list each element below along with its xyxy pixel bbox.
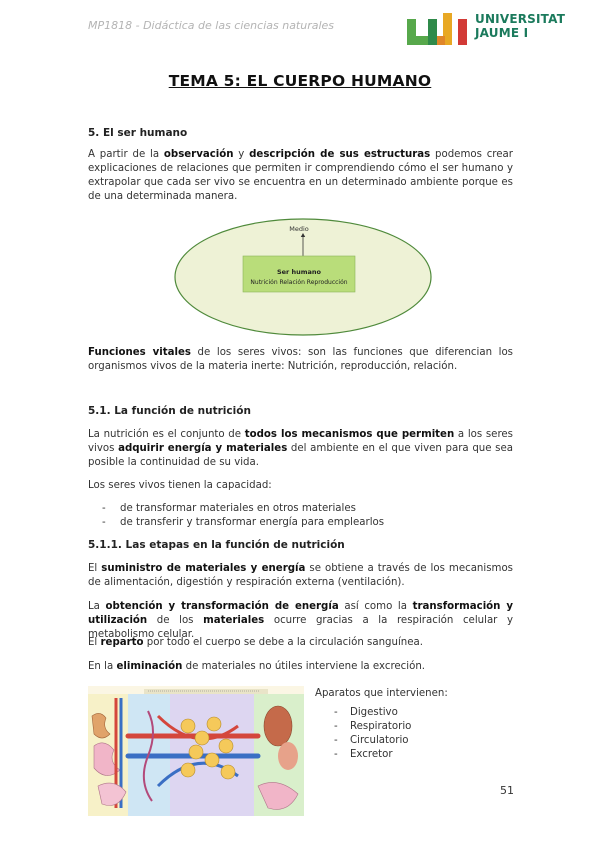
text-run: ocurre gracias a la respiración celular y metabolismo celular. xyxy=(88,615,514,640)
list-item: - de transformar materiales en otros materiales xyxy=(100,502,384,516)
list-item-respiratorio: - Respiratorio xyxy=(332,720,411,734)
paragraph-funciones-vitales xyxy=(88,346,513,374)
text-run: se obtiene a través de los mecanismos de alimentación, digestión y respiración externa (ventilación). xyxy=(88,563,513,588)
bold-text: adquirir energía y materiales xyxy=(118,443,288,454)
bold-text: observación xyxy=(163,149,234,160)
document-title: TEMA 5: EL CUERPO HUMANO xyxy=(168,72,432,90)
aparatos-title: Aparatos que intervienen: xyxy=(315,688,448,699)
bold-text: eliminación xyxy=(116,661,183,672)
bold-text: todos los mecanismos que permiten xyxy=(244,429,455,440)
text-run: La xyxy=(88,601,106,612)
paragraph-nutricion xyxy=(88,428,513,470)
bold-text: obtención y transformación de energía xyxy=(105,601,339,612)
text-run: de los xyxy=(147,615,204,626)
paragraph-capacidad: Los seres vivos tienen la capacidad: xyxy=(88,480,272,491)
text-run: del ambiente en el que viven para que sea posible la continuidad de su vida. xyxy=(88,443,513,468)
list-item-excretor: - Excretor xyxy=(332,748,411,762)
section-heading-5-1-1: 5.1.1. Las etapas en la función de nutrición xyxy=(88,539,345,551)
list-item-circulatorio: - Circulatorio xyxy=(332,734,411,748)
text-run: La nutrición es el conjunto de xyxy=(88,429,245,440)
capacidad-list xyxy=(100,502,384,530)
funciones-label: Nutrición Relación Reproducción xyxy=(250,279,348,286)
nutrition-systems-illustration xyxy=(88,686,304,816)
bold-text: suministro de materiales y energía xyxy=(101,563,306,574)
course-header: MP1818 - Didáctica de las ciencias naturales xyxy=(88,19,335,32)
section-heading-5-1: 5.1. La función de nutrición xyxy=(88,405,251,417)
logo-line-2: JAUME I xyxy=(475,26,529,40)
bold-text: Funciones vitales xyxy=(88,347,191,358)
list-item: - de transferir y transformar energía para emplearlos xyxy=(100,516,384,530)
bold-text: reparto xyxy=(100,637,144,648)
aparatos-list xyxy=(332,706,411,762)
ser-humano-diagram xyxy=(172,216,434,338)
logo-line-1: UNIVERSITAT xyxy=(475,12,566,26)
text-run: a los seres vivos xyxy=(88,429,513,454)
text-run: así como la xyxy=(338,601,413,612)
text-run: En la xyxy=(88,661,117,672)
text-run: por todo el cuerpo se debe a la circulación sanguínea. xyxy=(143,637,424,648)
paragraph-eliminacion xyxy=(88,660,513,674)
bold-text: materiales xyxy=(203,615,265,626)
bold-text: transformación y utilización xyxy=(88,601,513,626)
university-logo xyxy=(407,11,577,47)
bold-text: descripción de sus estructuras xyxy=(249,149,431,160)
text-run: El xyxy=(88,637,101,648)
paragraph-suministro xyxy=(88,562,513,590)
medio-label: Medio xyxy=(289,225,309,233)
text-run: y xyxy=(233,149,250,160)
text-run: A partir de la xyxy=(88,149,164,160)
text-run: El xyxy=(88,563,102,574)
section-heading-5: 5. El ser humano xyxy=(88,127,188,139)
text-run: de materiales no útiles interviene la excreción. xyxy=(182,661,426,672)
uji-logo-mark xyxy=(407,13,469,45)
text-run: de los seres vivos: son las funciones que diferencian los organismos vivos de la materia inerte: Nutrición, reproducción, relación. xyxy=(88,347,513,372)
page-number: 51 xyxy=(500,784,514,797)
paragraph-ser-humano xyxy=(88,148,513,204)
list-item-digestivo: - Digestivo xyxy=(332,706,411,720)
ser-humano-label: Ser humano xyxy=(276,268,322,276)
paragraph-reparto xyxy=(88,636,513,650)
text-run: podemos crear explicaciones de relaciones que permiten ir comprendiendo cómo el ser humano y extrapolar que cada ser vivo se encuentra en un determinado ambiente porque es de una determinada manera. xyxy=(88,149,513,202)
